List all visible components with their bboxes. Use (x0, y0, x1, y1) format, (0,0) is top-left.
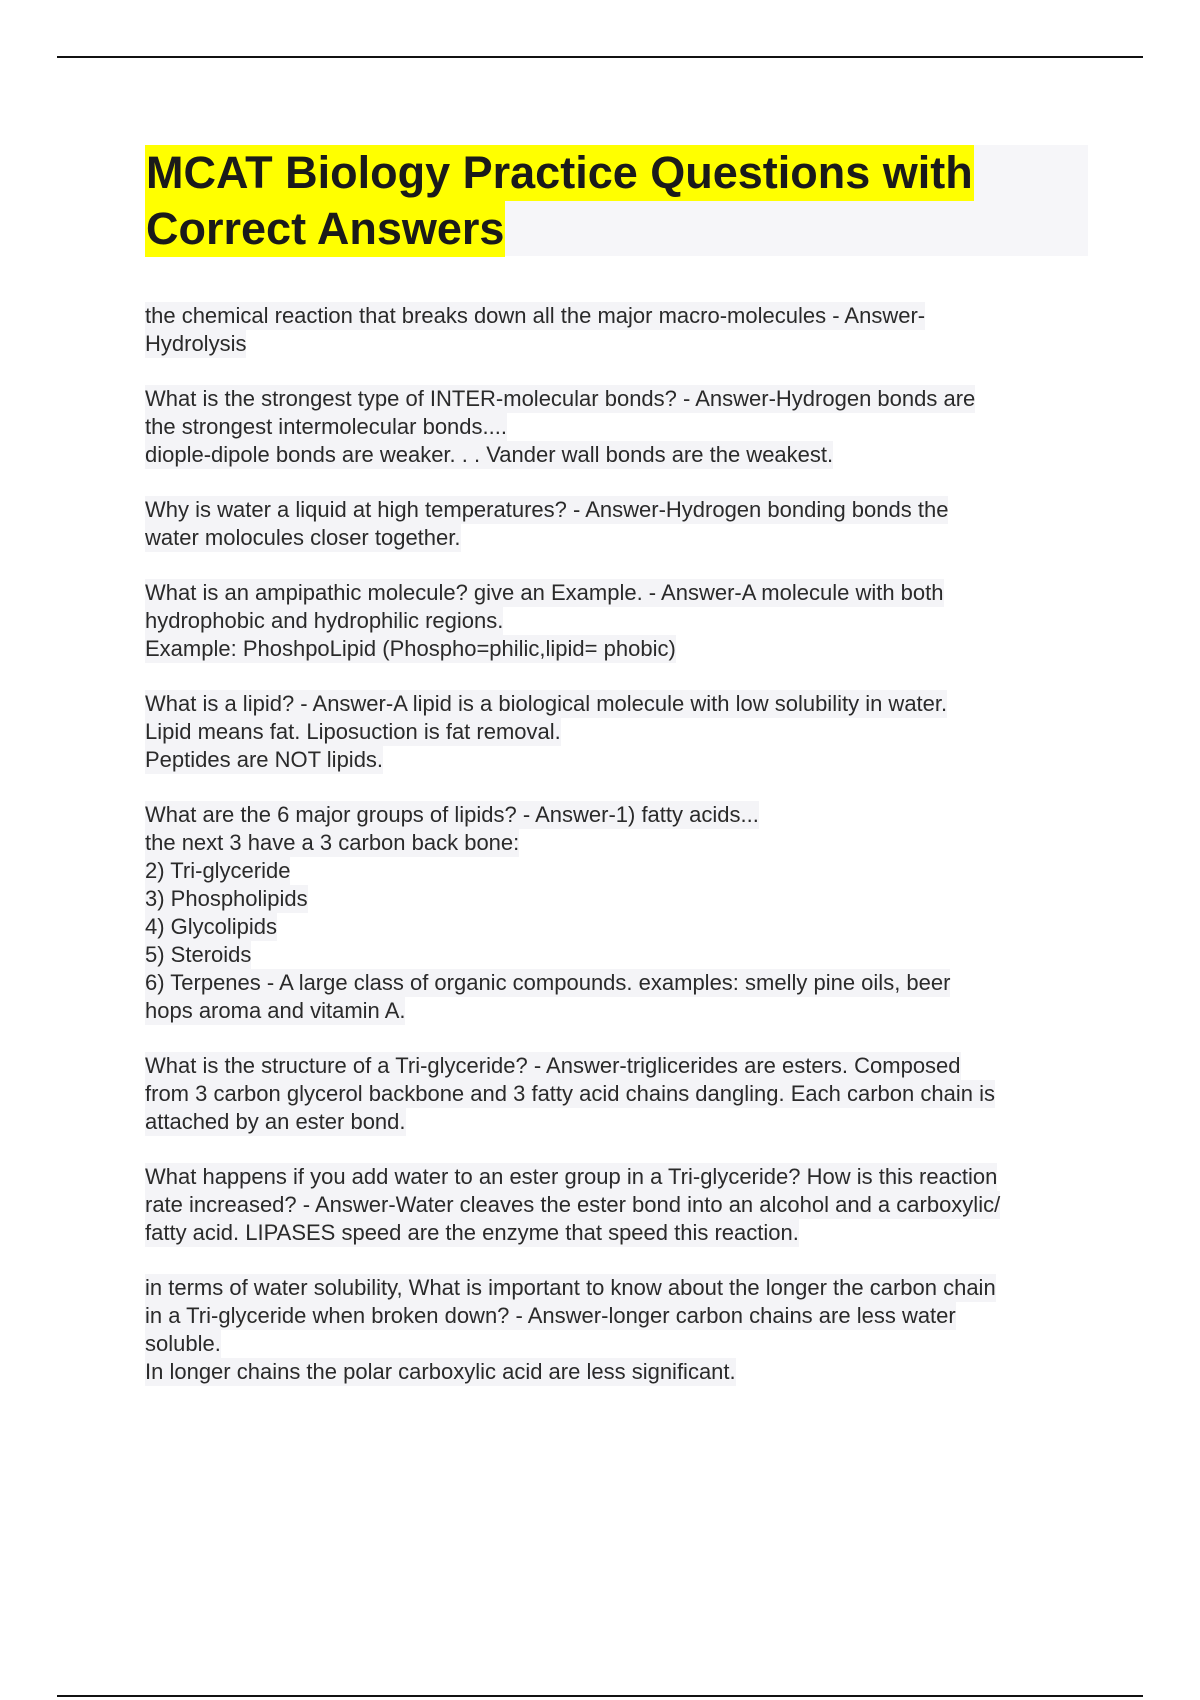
qa-line: What are the 6 major groups of lipids? - Answer-1) fatty acids... (145, 802, 759, 827)
qa-line: Example: PhoshpoLipid (Phospho=philic,lipid= phobic) (145, 636, 676, 661)
qa-entry (145, 302, 1095, 358)
qa-line: attached by an ester bond. (145, 1109, 406, 1134)
qa-line: the next 3 have a 3 carbon back bone: (145, 830, 520, 855)
qa-list (145, 302, 1095, 1413)
qa-entry (145, 496, 1095, 552)
qa-entry (145, 1274, 1095, 1386)
title-line-1: MCAT Biology Practice Questions with (145, 145, 974, 201)
qa-entry (145, 1163, 1095, 1247)
qa-line: 4) Glycolipids (145, 914, 278, 939)
qa-line: water molocules closer together. (145, 525, 461, 550)
qa-entry (145, 690, 1095, 774)
qa-line: the strongest intermolecular bonds.... (145, 414, 507, 439)
qa-line: the chemical reaction that breaks down all the major macro-molecules - Answer- (145, 303, 926, 328)
qa-line: Peptides are NOT lipids. (145, 747, 384, 772)
qa-entry (145, 1052, 1095, 1136)
qa-entry (145, 579, 1095, 663)
qa-line: hydrophobic and hydrophilic regions. (145, 608, 504, 633)
qa-line: rate increased? - Answer-Water cleaves the ester bond into an alcohol and a carboxylic/ (145, 1192, 1001, 1217)
qa-line: 6) Terpenes - A large class of organic compounds. examples: smelly pine oils, beer (145, 970, 951, 995)
qa-line: What is a lipid? - Answer-A lipid is a biological molecule with low solubility in water. (145, 691, 948, 716)
qa-line: in terms of water solubility, What is important to know about the longer the carbon chain (145, 1275, 996, 1300)
qa-line: In longer chains the polar carboxylic acid are less significant. (145, 1359, 736, 1384)
title-block (145, 145, 1088, 256)
qa-entry (145, 385, 1095, 469)
qa-line: What happens if you add water to an ester group in a Tri-glyceride? How is this reaction (145, 1164, 998, 1189)
qa-line: Why is water a liquid at high temperatures? - Answer-Hydrogen bonding bonds the (145, 497, 949, 522)
qa-line: diople-dipole bonds are weaker. . . Vander wall bonds are the weakest. (145, 442, 834, 467)
document-title (145, 145, 1088, 257)
qa-line: soluble. (145, 1331, 221, 1356)
bottom-rule (57, 1695, 1143, 1697)
qa-entry (145, 801, 1095, 1025)
qa-line: hops aroma and vitamin A. (145, 998, 406, 1023)
qa-line: What is an ampipathic molecule? give an Example. - Answer-A molecule with both (145, 580, 944, 605)
qa-line: in a Tri-glyceride when broken down? - Answer-longer carbon chains are less water (145, 1303, 956, 1328)
qa-line: 2) Tri-glyceride (145, 858, 291, 883)
qa-line: fatty acid. LIPASES speed are the enzyme that speed this reaction. (145, 1220, 799, 1245)
qa-line: Hydrolysis (145, 331, 247, 356)
qa-line: 5) Steroids (145, 942, 252, 967)
qa-line: What is the structure of a Tri-glyceride? - Answer-triglicerides are esters. Composed (145, 1053, 961, 1078)
qa-line: from 3 carbon glycerol backbone and 3 fatty acid chains dangling. Each carbon chain is (145, 1081, 995, 1106)
qa-line: What is the strongest type of INTER-molecular bonds? - Answer-Hydrogen bonds are (145, 386, 976, 411)
top-rule (57, 56, 1143, 58)
qa-line: 3) Phospholipids (145, 886, 308, 911)
title-line-2: Correct Answers (145, 201, 505, 257)
qa-line: Lipid means fat. Liposuction is fat removal. (145, 719, 561, 744)
